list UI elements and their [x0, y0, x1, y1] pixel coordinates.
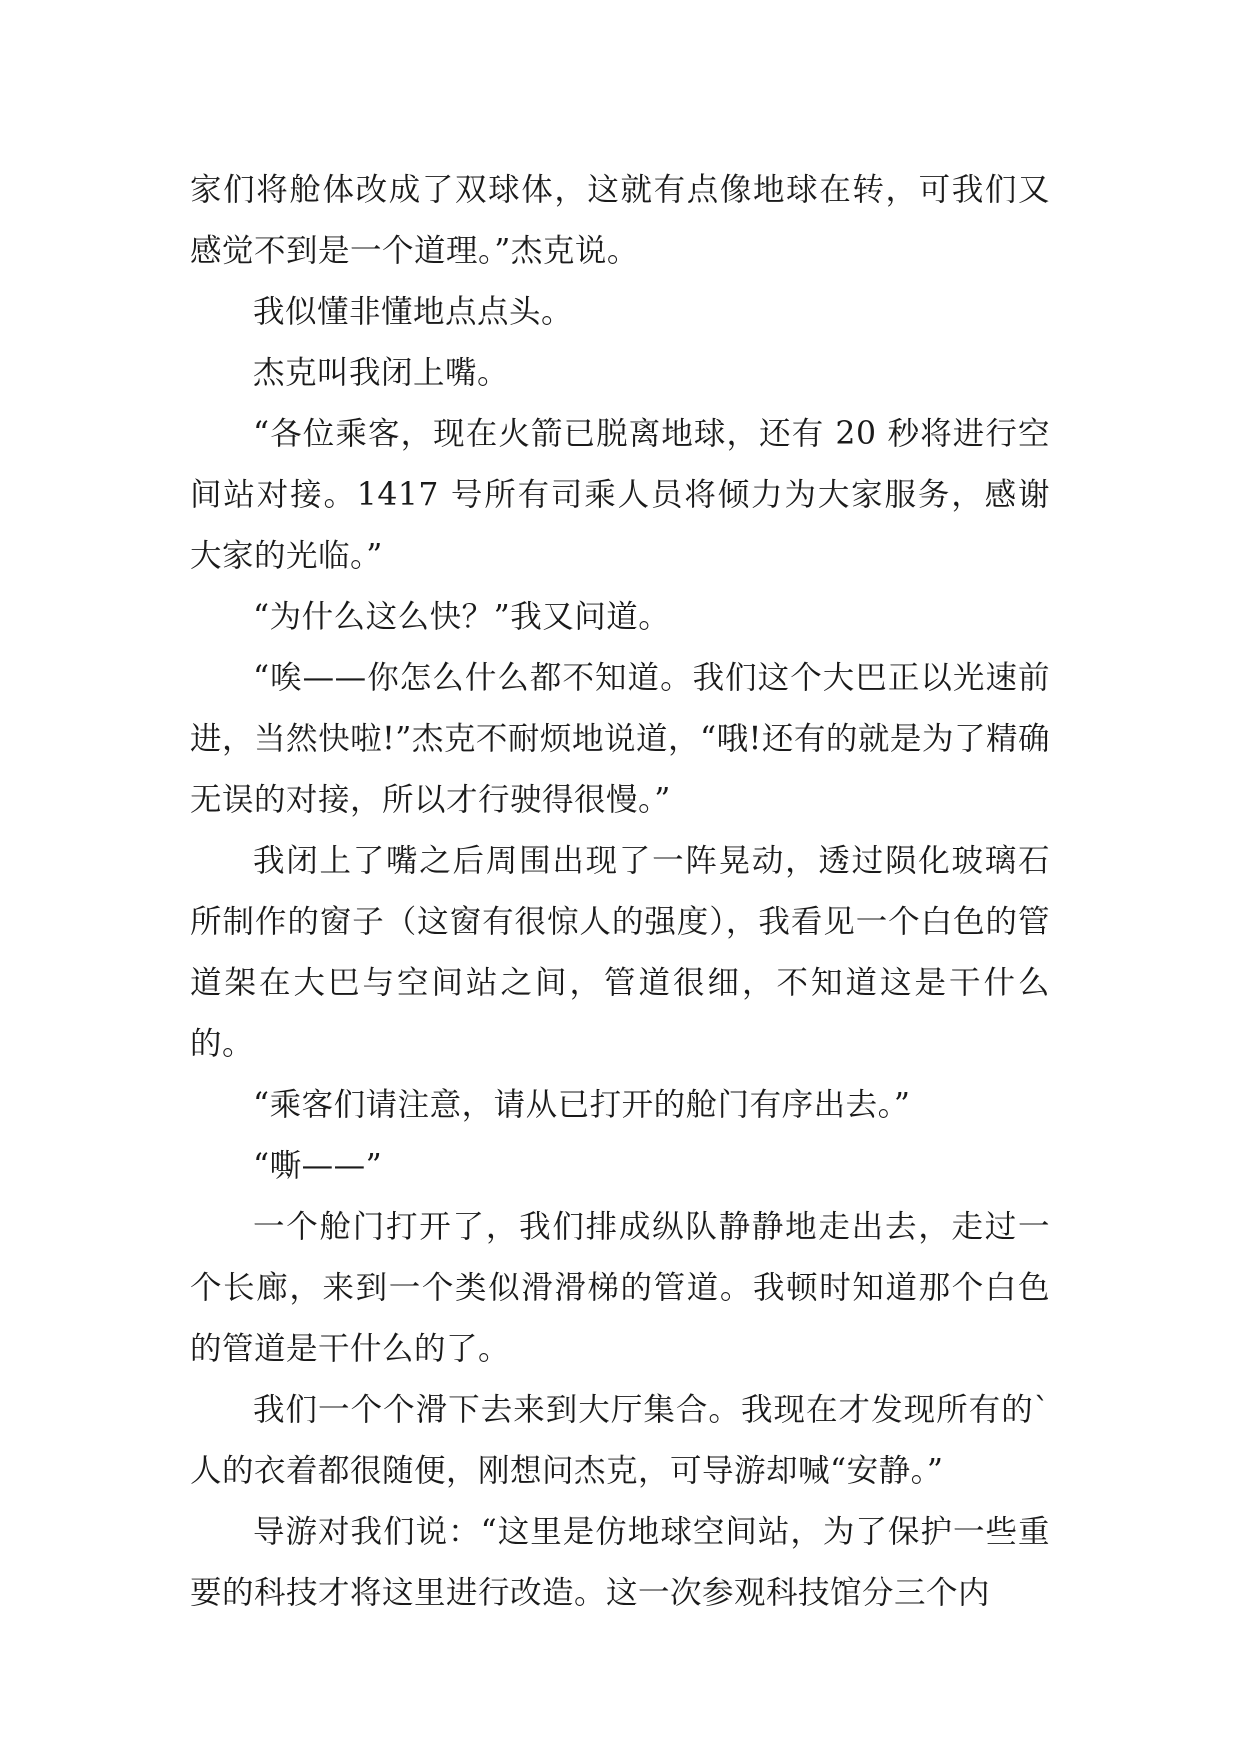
paragraph: “为什么这么快？”我又问道。 [253, 599, 671, 635]
paragraph: 我们一个个滑下去来到大厅集合。我现在才发现所有的`人的衣着都很随便，刚想问杰克，可导游却喊“安静。” [190, 1392, 1050, 1489]
paragraph: 导游对我们说：“这里是仿地球空间站，为了保护一些重要的科技才将这里进行改造。这一次参观科技馆分三个内 [190, 1514, 1050, 1611]
paragraph: 一个舱门打开了，我们排成纵队静静地走出去，走过一个长廊，来到一个类似滑滑梯的管道。我顿时知道那个白色的管道是干什么的了。 [190, 1209, 1050, 1367]
paragraph-continuation: 家们将舱体改成了双球体，这就有点像地球在转，可我们又感觉不到是一个道理。”杰克说。 [190, 172, 1050, 269]
paragraph: 我似懂非懂地点点头。 [253, 294, 574, 330]
body-text [190, 160, 1050, 1624]
paragraph: 杰克叫我闭上嘴。 [253, 355, 510, 391]
paragraph: 我闭上了嘴之后周围出现了一阵晃动，透过陨化玻璃石所制作的窗子（这窗有很惊人的强度），我看见一个白色的管道架在大巴与空间站之间，管道很细，不知道这是干什么的。 [190, 843, 1050, 1062]
paragraph: “各位乘客，现在火箭已脱离地球，还有 20 秒将进行空间站对接。1417 号所有司乘人员将倾力为大家服务，感谢大家的光临。” [190, 416, 1050, 574]
paragraph: “唉——你怎么什么都不知道。我们这个大巴正以光速前进，当然快啦!”杰克不耐烦地说道，“哦!还有的就是为了精确无误的对接，所以才行驶得很慢。” [190, 660, 1050, 818]
paragraph: “乘客们请注意，请从已打开的舱门有序出去。” [253, 1087, 911, 1123]
paragraph: “嘶——” [253, 1148, 383, 1184]
